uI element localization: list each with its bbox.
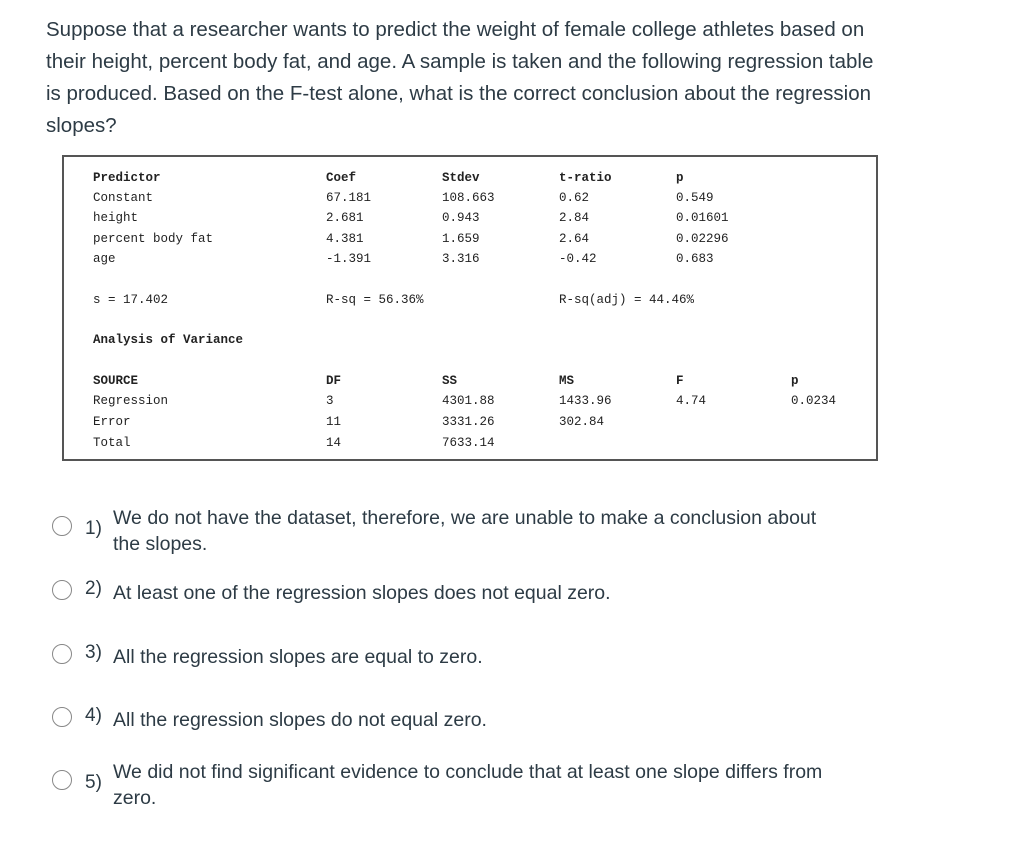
table-cell: 3.316 (442, 252, 480, 266)
table-cell: Constant (93, 191, 154, 205)
anova-header-p: p (791, 374, 799, 388)
table-cell: Regression (93, 394, 169, 408)
table-cell: 67.181 (326, 191, 372, 205)
choice-number: 1) (85, 518, 102, 539)
anova-title: Analysis of Variance (93, 333, 244, 347)
table-cell: 14 (326, 436, 342, 450)
anova-header-f: F (676, 374, 684, 388)
choice-number: 4) (85, 705, 102, 726)
table-cell: 0.683 (676, 252, 714, 266)
table-cell: age (93, 252, 116, 266)
choice-number: 5) (85, 772, 102, 793)
table-cell: 3331.26 (442, 415, 495, 429)
table-cell: 0.02296 (676, 232, 729, 246)
table-cell: 0.549 (676, 191, 714, 205)
radio-button[interactable] (52, 770, 72, 790)
anova-header-ms: MS (559, 374, 575, 388)
table-cell: 0.0234 (791, 394, 837, 408)
table-cell: 4.381 (326, 232, 364, 246)
table-cell: 2.681 (326, 211, 364, 225)
table-cell: 11 (326, 415, 342, 429)
choice-2[interactable] (52, 578, 852, 612)
choice-text: At least one of the regression slopes does not equal zero. (113, 582, 611, 604)
choice-4[interactable] (52, 705, 852, 739)
col-header-coef: Coef (326, 171, 357, 185)
anova-header-df: DF (326, 374, 342, 388)
radio-button[interactable] (52, 580, 72, 600)
col-header-t-ratio: t-ratio (559, 171, 612, 185)
radio-button[interactable] (52, 644, 72, 664)
table-cell: 1433.96 (559, 394, 612, 408)
table-cell: Error (93, 415, 131, 429)
choice-text: All the regression slopes are equal to zero. (113, 646, 483, 668)
table-cell: 2.84 (559, 211, 590, 225)
choice-3[interactable] (52, 642, 852, 676)
table-cell: 0.943 (442, 211, 480, 225)
regression-output-table (62, 155, 878, 461)
table-cell: percent body fat (93, 232, 214, 246)
choice-text: We do not have the dataset, therefore, we are unable to make a conclusion about the slopes. (113, 507, 817, 555)
choice-5[interactable] (52, 762, 852, 818)
choice-1[interactable] (52, 508, 852, 564)
choice-text: We did not find significant evidence to conclude that at least one slope differs from zero. (113, 761, 823, 809)
table-cell: 3 (326, 394, 334, 408)
radio-button[interactable] (52, 516, 72, 536)
choice-text: All the regression slopes do not equal zero. (113, 709, 487, 731)
table-cell: 7633.14 (442, 436, 495, 450)
table-cell: 0.01601 (676, 211, 729, 225)
s-value: s = 17.402 (93, 293, 169, 307)
table-cell: 302.84 (559, 415, 605, 429)
table-cell: 4.74 (676, 394, 707, 408)
table-cell: height (93, 211, 139, 225)
choice-number: 2) (85, 578, 102, 599)
table-cell: 108.663 (442, 191, 495, 205)
anova-header-ss: SS (442, 374, 458, 388)
choice-number: 3) (85, 642, 102, 663)
r-squared: R-sq = 56.36% (326, 293, 424, 307)
table-cell: -0.42 (559, 252, 597, 266)
table-cell: Total (93, 436, 131, 450)
anova-header-source: SOURCE (93, 374, 139, 388)
table-cell: 2.64 (559, 232, 590, 246)
table-cell: 0.62 (559, 191, 590, 205)
table-cell: -1.391 (326, 252, 372, 266)
question-text: Suppose that a researcher wants to predict the weight of female college athletes based on their height, percent body fat, and age. A sample is taken and the following regression table is produced. Based on the F-test alone, what is the correct conclusion about the regression slopes? (46, 18, 874, 137)
col-header-predictor: Predictor (93, 171, 161, 185)
col-header-stdev: Stdev (442, 171, 480, 185)
radio-button[interactable] (52, 707, 72, 727)
col-header-p: p (676, 171, 684, 185)
table-cell: 4301.88 (442, 394, 495, 408)
table-cell: 1.659 (442, 232, 480, 246)
r-squared-adjusted: R-sq(adj) = 44.46% (559, 293, 695, 307)
